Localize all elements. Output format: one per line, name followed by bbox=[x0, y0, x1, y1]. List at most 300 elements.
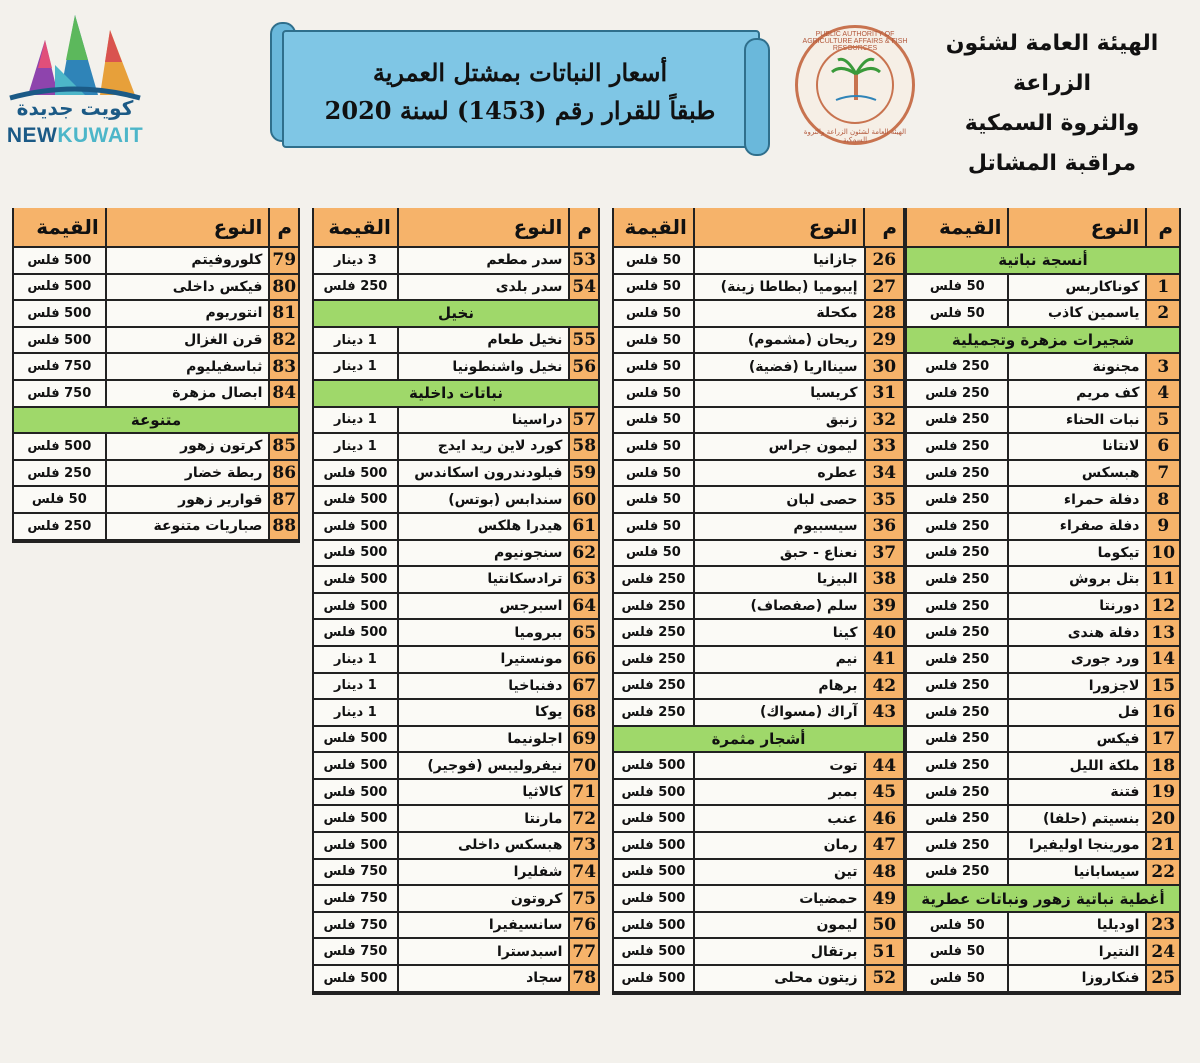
plant-name: ملكة الليل bbox=[1007, 753, 1145, 778]
plant-name: نخيل طعام bbox=[397, 328, 569, 353]
plant-name: لانتانا bbox=[1007, 434, 1145, 459]
plant-price: 250 فلس bbox=[907, 860, 1007, 885]
table-row bbox=[314, 674, 598, 701]
plant-name: بنسيتم (حلفا) bbox=[1007, 806, 1145, 831]
row-number: 33 bbox=[864, 434, 903, 459]
row-number: 23 bbox=[1145, 913, 1179, 938]
plant-price: 50 فلس bbox=[907, 275, 1007, 300]
column-header-price: القيمة bbox=[328, 215, 391, 239]
table-row bbox=[14, 301, 298, 328]
plant-price: 250 فلس bbox=[314, 275, 397, 300]
table-row bbox=[907, 913, 1179, 940]
plant-name: ورد جورى bbox=[1007, 647, 1145, 672]
table-row bbox=[14, 487, 298, 514]
plant-name: يوكا bbox=[397, 700, 569, 725]
plant-name: سدر مطعم bbox=[397, 248, 569, 273]
plant-price: 500 فلس bbox=[14, 301, 105, 326]
plant-name: فيكس bbox=[1007, 727, 1145, 752]
row-number: 3 bbox=[1145, 354, 1179, 379]
table-row bbox=[314, 886, 598, 913]
plant-price: 750 فلس bbox=[314, 939, 397, 964]
plant-price: 250 فلس bbox=[14, 514, 105, 539]
table-row bbox=[314, 461, 598, 488]
plant-price: 500 فلس bbox=[314, 594, 397, 619]
plant-price: 50 فلس bbox=[614, 514, 693, 539]
plant-price: 250 فلس bbox=[614, 674, 693, 699]
row-number: 83 bbox=[268, 354, 298, 379]
plant-name: سيسابانيا bbox=[1007, 860, 1145, 885]
org-line-3: مراقبة المشاتل bbox=[967, 151, 1137, 176]
plant-name: جازانيا bbox=[693, 248, 864, 273]
price-table-section-1 bbox=[905, 208, 1181, 995]
row-number: 64 bbox=[568, 594, 598, 619]
plant-name: دفلة هندى bbox=[1007, 620, 1145, 645]
row-number: 57 bbox=[568, 408, 598, 433]
plant-name: شفليرا bbox=[397, 860, 569, 885]
table-row bbox=[14, 381, 298, 408]
plant-name: مكحلة bbox=[693, 301, 864, 326]
row-number: 84 bbox=[268, 381, 298, 406]
table-row bbox=[14, 248, 298, 275]
table-row bbox=[614, 514, 903, 541]
plant-name: كريسيا bbox=[693, 381, 864, 406]
row-number: 39 bbox=[864, 594, 903, 619]
row-number: 14 bbox=[1145, 647, 1179, 672]
plant-price: 500 فلس bbox=[314, 461, 397, 486]
plant-price: 1 دينار bbox=[314, 647, 397, 672]
table-row bbox=[614, 275, 903, 302]
plant-name: فيلودندرون اسكاندس bbox=[397, 461, 569, 486]
row-number: 68 bbox=[568, 700, 598, 725]
plant-name: ابصال مزهرة bbox=[105, 381, 269, 406]
row-number: 34 bbox=[864, 461, 903, 486]
row-number: 20 bbox=[1145, 806, 1179, 831]
plant-name: ترادسكانتيا bbox=[397, 567, 569, 592]
row-number: 65 bbox=[568, 620, 598, 645]
table-row bbox=[907, 753, 1179, 780]
row-number: 13 bbox=[1145, 620, 1179, 645]
row-number: 74 bbox=[568, 860, 598, 885]
column-header-number: م bbox=[268, 208, 298, 246]
table-row bbox=[907, 301, 1179, 328]
row-number: 49 bbox=[864, 886, 903, 911]
row-number: 8 bbox=[1145, 487, 1179, 512]
plant-name: نخيل واشنطونيا bbox=[397, 354, 569, 379]
plant-price: 750 فلس bbox=[14, 381, 105, 406]
price-table bbox=[905, 208, 1181, 995]
plant-name: نبات الحناء bbox=[1007, 408, 1145, 433]
plant-price: 250 فلس bbox=[907, 354, 1007, 379]
row-number: 5 bbox=[1145, 408, 1179, 433]
plant-name: حصى لبان bbox=[693, 487, 864, 512]
plant-name: كينا bbox=[693, 620, 864, 645]
price-table-section-2 bbox=[612, 208, 905, 995]
table-row bbox=[14, 461, 298, 488]
authority-seal bbox=[795, 25, 915, 145]
plant-name: سيسبيوم bbox=[693, 514, 864, 539]
table-row bbox=[907, 541, 1179, 568]
table-row bbox=[314, 567, 598, 594]
row-number: 27 bbox=[864, 275, 903, 300]
plant-price: 250 فلس bbox=[907, 567, 1007, 592]
plant-price: 250 فلس bbox=[907, 674, 1007, 699]
plant-name: نيم bbox=[693, 647, 864, 672]
table-row bbox=[614, 700, 903, 727]
plant-name: هبسكس bbox=[1007, 461, 1145, 486]
price-table bbox=[12, 208, 300, 543]
row-number: 66 bbox=[568, 647, 598, 672]
table-row bbox=[614, 354, 903, 381]
plant-name: بمبر bbox=[693, 780, 864, 805]
table-row bbox=[314, 913, 598, 940]
plant-price: 250 فلس bbox=[907, 594, 1007, 619]
plant-price: 500 فلس bbox=[14, 434, 105, 459]
row-number: 48 bbox=[864, 860, 903, 885]
logo-en-kuwait: KUWAIT bbox=[57, 124, 144, 147]
table-row bbox=[14, 514, 298, 541]
plant-name: فنكاروزا bbox=[1007, 966, 1145, 991]
table-row bbox=[614, 674, 903, 701]
plant-price: 1 دينار bbox=[314, 434, 397, 459]
plant-price: 250 فلس bbox=[907, 381, 1007, 406]
plant-price: 250 فلس bbox=[907, 541, 1007, 566]
plant-price: 250 فلس bbox=[907, 620, 1007, 645]
plant-name: كرتون زهور bbox=[105, 434, 269, 459]
plant-price: 50 فلس bbox=[614, 248, 693, 273]
plant-name: فيكس داخلى bbox=[105, 275, 269, 300]
plant-name: فل bbox=[1007, 700, 1145, 725]
column-header-number: م bbox=[568, 208, 598, 246]
table-row bbox=[614, 541, 903, 568]
plant-price: 500 فلس bbox=[314, 541, 397, 566]
plant-price: 50 فلس bbox=[614, 301, 693, 326]
page-title: أسعار النباتات بمشتل العمرية bbox=[372, 58, 668, 87]
plant-name: مجنونة bbox=[1007, 354, 1145, 379]
plant-price: 500 فلس bbox=[314, 833, 397, 858]
plant-name: كف مريم bbox=[1007, 381, 1145, 406]
plant-name: حمضيات bbox=[693, 886, 864, 911]
row-number: 80 bbox=[268, 275, 298, 300]
plant-price: 500 فلس bbox=[314, 966, 397, 991]
row-number: 24 bbox=[1145, 939, 1179, 964]
table-row bbox=[614, 461, 903, 488]
logo-english-text bbox=[0, 124, 150, 148]
row-number: 35 bbox=[864, 487, 903, 512]
plant-name: مونستيرا bbox=[397, 647, 569, 672]
plant-name: اسبدسترا bbox=[397, 939, 569, 964]
plant-name: دورنتا bbox=[1007, 594, 1145, 619]
plant-name: ربطة خضار bbox=[105, 461, 269, 486]
plant-name: بتل بروش bbox=[1007, 567, 1145, 592]
row-number: 31 bbox=[864, 381, 903, 406]
row-number: 56 bbox=[568, 354, 598, 379]
plant-name: إيبوميا (بطاطا زينة) bbox=[693, 275, 864, 300]
row-number: 21 bbox=[1145, 833, 1179, 858]
plant-name: صباريات متنوعة bbox=[105, 514, 269, 539]
plant-name: دراسينا bbox=[397, 408, 569, 433]
row-number: 16 bbox=[1145, 700, 1179, 725]
plant-name: عطره bbox=[693, 461, 864, 486]
table-row bbox=[614, 328, 903, 355]
plant-name: مارنتا bbox=[397, 806, 569, 831]
plant-price: 250 فلس bbox=[907, 727, 1007, 752]
plant-name: توت bbox=[693, 753, 864, 778]
table-row bbox=[314, 939, 598, 966]
table-row bbox=[907, 647, 1179, 674]
row-number: 40 bbox=[864, 620, 903, 645]
plant-name: سلم (صفصاف) bbox=[693, 594, 864, 619]
plant-price: 50 فلس bbox=[614, 328, 693, 353]
table-row bbox=[314, 594, 598, 621]
plant-price: 250 فلس bbox=[614, 594, 693, 619]
table-header-row bbox=[614, 208, 903, 248]
plant-price: 250 فلس bbox=[907, 780, 1007, 805]
column-header-price: القيمة bbox=[36, 215, 99, 239]
table-row bbox=[314, 541, 598, 568]
table-row bbox=[314, 408, 598, 435]
plant-price: 1 دينار bbox=[314, 700, 397, 725]
row-number: 28 bbox=[864, 301, 903, 326]
plant-price: 250 فلس bbox=[907, 833, 1007, 858]
table-row bbox=[314, 620, 598, 647]
row-number: 6 bbox=[1145, 434, 1179, 459]
plant-price: 500 فلس bbox=[14, 328, 105, 353]
plant-price: 50 فلس bbox=[907, 301, 1007, 326]
row-number: 36 bbox=[864, 514, 903, 539]
plant-name: رمان bbox=[693, 833, 864, 858]
row-number: 79 bbox=[268, 248, 298, 273]
row-number: 2 bbox=[1145, 301, 1179, 326]
table-row bbox=[314, 833, 598, 860]
row-number: 1 bbox=[1145, 275, 1179, 300]
org-line-1: الهيئة العامة لشئون الزراعة bbox=[945, 31, 1159, 96]
row-number: 67 bbox=[568, 674, 598, 699]
plant-name: زنبق bbox=[693, 408, 864, 433]
table-row bbox=[14, 328, 298, 355]
plant-name: سينااريا (فضية) bbox=[693, 354, 864, 379]
plant-price: 50 فلس bbox=[614, 275, 693, 300]
category-heading: متنوعة bbox=[14, 408, 298, 435]
plant-price: 500 فلس bbox=[14, 248, 105, 273]
plant-name: كوناكاربس bbox=[1007, 275, 1145, 300]
table-row bbox=[614, 753, 903, 780]
plant-price: 500 فلس bbox=[614, 886, 693, 911]
row-number: 43 bbox=[864, 700, 903, 725]
plant-price: 50 فلس bbox=[907, 939, 1007, 964]
plant-price: 250 فلس bbox=[907, 461, 1007, 486]
table-row bbox=[614, 248, 903, 275]
column-header-number: م bbox=[863, 208, 903, 246]
row-number: 51 bbox=[864, 939, 903, 964]
category-heading: أنسجة نباتية bbox=[907, 248, 1179, 275]
column-header-price: القيمة bbox=[939, 215, 1002, 239]
plant-name: سنجونيوم bbox=[397, 541, 569, 566]
plant-name: دفلة صفراء bbox=[1007, 514, 1145, 539]
row-number: 59 bbox=[568, 461, 598, 486]
plant-name: سجاد bbox=[397, 966, 569, 991]
plant-price: 500 فلس bbox=[614, 860, 693, 885]
plant-price: 500 فلس bbox=[614, 966, 693, 991]
table-row bbox=[907, 700, 1179, 727]
logo-en-new: NEW bbox=[6, 124, 58, 147]
column-header-type: النوع bbox=[397, 208, 569, 246]
plant-name: اوديليا bbox=[1007, 913, 1145, 938]
plant-name: كلوروفيتم bbox=[105, 248, 269, 273]
row-number: 22 bbox=[1145, 860, 1179, 885]
table-row bbox=[314, 780, 598, 807]
seal-arabic-text: الهيئة العامة لشئون الزراعة والثروة السمكية bbox=[803, 128, 907, 144]
plant-name: مورينجا اوليفيرا bbox=[1007, 833, 1145, 858]
table-row bbox=[907, 567, 1179, 594]
plant-price: 50 فلس bbox=[907, 913, 1007, 938]
plant-price: 250 فلس bbox=[907, 487, 1007, 512]
plant-name: قوارير زهور bbox=[105, 487, 269, 512]
row-number: 69 bbox=[568, 727, 598, 752]
plant-price: 500 فلس bbox=[314, 753, 397, 778]
category-heading: أشجار مثمرة bbox=[614, 727, 903, 754]
price-table-section-3 bbox=[312, 208, 600, 995]
table-row bbox=[314, 753, 598, 780]
table-row bbox=[614, 913, 903, 940]
table-row bbox=[614, 487, 903, 514]
row-number: 72 bbox=[568, 806, 598, 831]
plant-price: 1 دينار bbox=[314, 674, 397, 699]
row-number: 37 bbox=[864, 541, 903, 566]
table-row bbox=[907, 620, 1179, 647]
plant-price: 500 فلس bbox=[614, 913, 693, 938]
row-number: 87 bbox=[268, 487, 298, 512]
table-row bbox=[314, 354, 598, 381]
row-number: 32 bbox=[864, 408, 903, 433]
price-table-section-4 bbox=[12, 208, 300, 543]
plant-price: 250 فلس bbox=[614, 700, 693, 725]
plant-price: 50 فلس bbox=[614, 541, 693, 566]
plant-name: هيدرا هلكس bbox=[397, 514, 569, 539]
plant-name: ببروميا bbox=[397, 620, 569, 645]
plant-price: 250 فلس bbox=[614, 647, 693, 672]
plant-name: برهام bbox=[693, 674, 864, 699]
plant-name: كروتون bbox=[397, 886, 569, 911]
row-number: 9 bbox=[1145, 514, 1179, 539]
table-row bbox=[907, 461, 1179, 488]
plant-name: تين bbox=[693, 860, 864, 885]
sail-logo-icon bbox=[0, 10, 150, 105]
table-row bbox=[314, 248, 598, 275]
table-row bbox=[314, 860, 598, 887]
table-row bbox=[14, 434, 298, 461]
table-row bbox=[907, 966, 1179, 993]
table-row bbox=[614, 567, 903, 594]
table-row bbox=[907, 514, 1179, 541]
plant-name: هبسكس داخلى bbox=[397, 833, 569, 858]
page-subtitle: طبقاً للقرار رقم (1453) لسنة 2020 bbox=[324, 96, 716, 125]
table-row bbox=[14, 275, 298, 302]
table-row bbox=[907, 408, 1179, 435]
plant-name: آراك (مسواك) bbox=[693, 700, 864, 725]
plant-name: تيكوما bbox=[1007, 541, 1145, 566]
table-row bbox=[14, 354, 298, 381]
row-number: 54 bbox=[568, 275, 598, 300]
plant-price: 750 فلس bbox=[314, 860, 397, 885]
table-row bbox=[614, 408, 903, 435]
table-row bbox=[614, 886, 903, 913]
table-row bbox=[314, 966, 598, 993]
plant-name: اسبرجس bbox=[397, 594, 569, 619]
table-row bbox=[614, 780, 903, 807]
table-row bbox=[314, 275, 598, 302]
table-row bbox=[614, 381, 903, 408]
plant-price: 750 فلس bbox=[314, 886, 397, 911]
table-row bbox=[314, 514, 598, 541]
column-header-type: النوع bbox=[105, 208, 269, 246]
plant-price: 50 فلس bbox=[614, 487, 693, 512]
row-number: 38 bbox=[864, 567, 903, 592]
plant-price: 250 فلس bbox=[907, 514, 1007, 539]
plant-name: نعناع - حبق bbox=[693, 541, 864, 566]
plant-price: 500 فلس bbox=[314, 514, 397, 539]
row-number: 50 bbox=[864, 913, 903, 938]
row-number: 18 bbox=[1145, 753, 1179, 778]
column-header-number: م bbox=[1145, 208, 1179, 246]
plant-price: 500 فلس bbox=[314, 727, 397, 752]
row-number: 10 bbox=[1145, 541, 1179, 566]
table-row bbox=[614, 434, 903, 461]
plant-price: 50 فلس bbox=[14, 487, 105, 512]
plant-name: لاجزورا bbox=[1007, 674, 1145, 699]
plant-name: انتوريوم bbox=[105, 301, 269, 326]
row-number: 77 bbox=[568, 939, 598, 964]
row-number: 70 bbox=[568, 753, 598, 778]
plant-price: 500 فلس bbox=[614, 780, 693, 805]
row-number: 76 bbox=[568, 913, 598, 938]
plant-price: 250 فلس bbox=[907, 647, 1007, 672]
seal-english-text: PUBLIC AUTHORITY OF AGRICULTURE AFFAIRS & FISH RESOURCES bbox=[802, 31, 908, 52]
row-number: 86 bbox=[268, 461, 298, 486]
plant-name: ليمون bbox=[693, 913, 864, 938]
plant-name: النتيرا bbox=[1007, 939, 1145, 964]
table-row bbox=[614, 620, 903, 647]
plant-name: كالاثيا bbox=[397, 780, 569, 805]
row-number: 4 bbox=[1145, 381, 1179, 406]
row-number: 25 bbox=[1145, 966, 1179, 991]
table-row bbox=[614, 806, 903, 833]
table-row bbox=[614, 594, 903, 621]
plant-name: ريحان (مشموم) bbox=[693, 328, 864, 353]
table-row bbox=[907, 780, 1179, 807]
row-number: 52 bbox=[864, 966, 903, 991]
plant-name: البيزيا bbox=[693, 567, 864, 592]
row-number: 63 bbox=[568, 567, 598, 592]
plant-name: دفنباخيا bbox=[397, 674, 569, 699]
table-row bbox=[907, 860, 1179, 887]
row-number: 46 bbox=[864, 806, 903, 831]
plant-price: 500 فلس bbox=[314, 487, 397, 512]
plant-price: 500 فلس bbox=[314, 620, 397, 645]
table-row bbox=[314, 700, 598, 727]
plant-price: 500 فلس bbox=[14, 275, 105, 300]
table-row bbox=[614, 647, 903, 674]
table-row bbox=[614, 939, 903, 966]
plant-price: 500 فلس bbox=[614, 833, 693, 858]
table-header-row bbox=[907, 208, 1179, 248]
table-row bbox=[907, 727, 1179, 754]
price-table bbox=[312, 208, 600, 995]
table-row bbox=[907, 806, 1179, 833]
plant-name: عنب bbox=[693, 806, 864, 831]
plant-name: سانسيفيرا bbox=[397, 913, 569, 938]
plant-name: سدر بلدى bbox=[397, 275, 569, 300]
plant-price: 50 فلس bbox=[907, 966, 1007, 991]
